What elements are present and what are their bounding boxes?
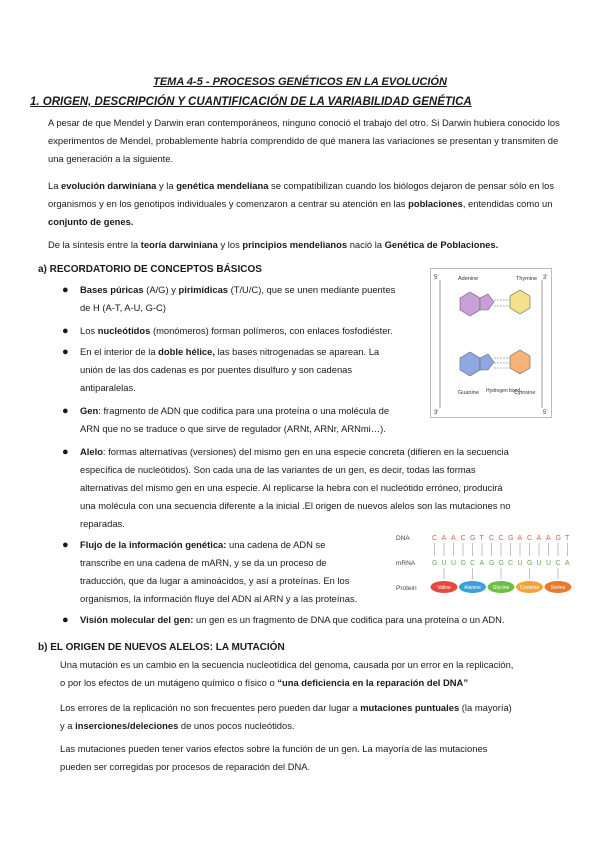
base-pairing-figure: [430, 268, 552, 418]
cytosine-label: Cytosine: [514, 390, 536, 396]
intro-paragraph-1: A pesar de que Mendel y Darwin eran contemporáneos, ninguno conoció el trabajo del otro. Si Darwin hubiera conocido los experimentos de Mendel, probablemente habría comprendido de qué manera las variaciones se presentan y transmiten de una generación a la siguiente.: [48, 117, 560, 164]
dna-base: C: [498, 535, 504, 542]
rna-base: G: [432, 560, 438, 567]
bullet-dot: ●: [62, 539, 69, 551]
amino-acid-label: Glycine: [492, 585, 510, 591]
dna-base: C: [489, 535, 495, 542]
rna-base: C: [555, 560, 561, 567]
strand-5-top: 5': [434, 275, 439, 281]
intro-paragraph-3: De la síntesis entre la teoría darwiniana y los principios mendelianos nació la Genética de Poblaciones.: [48, 239, 499, 250]
bullet-dot: ●: [62, 284, 69, 296]
bullet-doble-helice: En el interior de la doble hélice, las bases nitrogenadas se aparean. La unión de las dos cadenas es por puentes disulfuro y son cadenas antiparalelas.: [80, 346, 380, 393]
mutation-paragraph-1: Una mutación es un cambio en la secuencia nucleotídica del genoma, causada por un error en la replicación, o por los efectos de un mutágeno químico o físico o “una deficiencia en la reparación del DNA”: [60, 659, 514, 688]
bullet-dot: ●: [62, 446, 69, 458]
bullet-dot: ●: [62, 405, 69, 417]
protein-row-label: Protein: [396, 585, 417, 592]
amino-acid-label: Valine: [437, 585, 451, 591]
mutation-paragraph-2: Los errores de la replicación no son frecuentes pero pueden dar lugar a mutaciones puntuales (la mayoría) y a inserciones/deleciones de unos pocos nucleótidos.: [60, 702, 512, 731]
strand-5-bottom: 5': [543, 410, 548, 416]
guanine-label: Guanine: [458, 390, 479, 396]
strand-3-bottom: 3': [434, 410, 439, 416]
rna-base: G: [527, 560, 533, 567]
dna-base: A: [441, 535, 447, 542]
dna-base: A: [517, 535, 523, 542]
section-b-heading: b) EL ORIGEN DE NUEVOS ALELOS: LA MUTACIÓN: [38, 642, 285, 653]
rna-base: U: [441, 560, 447, 567]
rna-base: C: [470, 560, 476, 567]
dna-base: A: [451, 535, 456, 542]
rna-base: G: [489, 560, 495, 567]
thymine-label: Thymine: [516, 276, 538, 282]
dna-base: T: [479, 535, 484, 542]
rna-base: U: [517, 560, 523, 567]
amino-acid-label: Alanine: [464, 585, 481, 591]
rna-base: U: [451, 560, 457, 567]
bullet-nucleotidos: Los nucleótidos (monómeros) forman polímeros, con enlaces fosfodiéster.: [80, 325, 393, 336]
rna-base: A: [565, 560, 570, 567]
strand-3-top: 3': [543, 275, 548, 281]
rna-base: U: [546, 560, 552, 567]
dna-base: G: [555, 535, 561, 542]
rna-base: U: [536, 560, 542, 567]
bullet-gen: Gen: fragmento de ADN que codifica para una proteína o una molécula de ARN que no se traduce o que sirve de regulador (ARNt, ARNr, ARNmi…).: [80, 405, 390, 434]
dna-base: A: [546, 535, 551, 542]
bullet-alelo: Alelo: formas alternativas (versiones) del mismo gen en una especie concreta (difieren en la secuencia específica de nucleótidos). Son cada una de las variantes de un gen, es decir, todas las formas alternativas del mismo gen en una especie. Al replicarse la hebra con el nucleótido erróneo, producirá una molécula con una secuencia diferente a la inicial .El origen de nuevos alelos son las mutaciones no reparadas.: [80, 446, 511, 529]
bullet-vision-molecular: Visión molecular del gen: un gen es un fragmento de DNA que codifica para una proteína o un ADN.: [80, 614, 505, 625]
dna-base: T: [565, 535, 570, 542]
rna-base: G: [498, 560, 504, 567]
intro-paragraph-2: La evolución darwiniana y la genética mendeliana se compatibilizan cuando los biólogos dejaron de pensar sólo en los organismos y en los genotipos individuales y comenzaron a centrar su atención en las poblaciones, entendidas como un conjunto de genes.: [48, 180, 555, 227]
amino-acid-label: Serine: [550, 585, 566, 591]
bullet-flujo: Flujo de la información genética: una cadena de ADN se transcribe en una cadena de mARN, y se da un proceso de traducción, que da lugar a aminoácidos, y así a proteínas. En los organismos, la información fluye del ADN al ARN y a las proteínas.: [80, 539, 358, 604]
page-title: TEMA 4-5 - PROCESOS GENÉTICOS EN LA EVOLUCIÓN: [153, 76, 447, 88]
bullet-bases: Bases púricas (A/G) y pirimídicas (T/U/C), que se unen mediante puentes de H (A-T, A-U, G-C): [80, 284, 396, 313]
bullet-dot: ●: [62, 346, 69, 358]
dna-base: C: [460, 535, 466, 542]
amino-acid-label: Cysteine: [519, 585, 540, 591]
rna-base: G: [460, 560, 466, 567]
dna-row-label: DNA: [396, 535, 410, 542]
dna-base: C: [432, 535, 438, 542]
hydrogen-bond-label: Hydrogen bond: [486, 388, 521, 394]
genetic-flow-figure: [394, 530, 576, 596]
dna-base: G: [508, 535, 514, 542]
section-a-heading: a) RECORDATORIO DE CONCEPTOS BÁSICOS: [38, 264, 262, 275]
rna-base: A: [479, 560, 485, 567]
bullet-dot: ●: [62, 325, 69, 337]
mutation-paragraph-3: Las mutaciones pueden tener varios efectos sobre la función de un gen. La mayoría de las mutaciones pueden ser corregidas por procesos de reparación del DNA.: [60, 743, 488, 772]
dna-base: G: [470, 535, 476, 542]
mrna-row-label: mRNA: [396, 560, 416, 567]
section-1-heading: 1. ORIGEN, DESCRIPCIÓN Y CUANTIFICACIÓN DE LA VARIABILIDAD GENÉTICA: [30, 96, 472, 108]
rna-base: C: [508, 560, 514, 567]
bullet-dot: ●: [62, 614, 69, 626]
dna-base: C: [527, 535, 533, 542]
adenine-label: Adenine: [458, 276, 479, 282]
dna-base: A: [536, 535, 542, 542]
